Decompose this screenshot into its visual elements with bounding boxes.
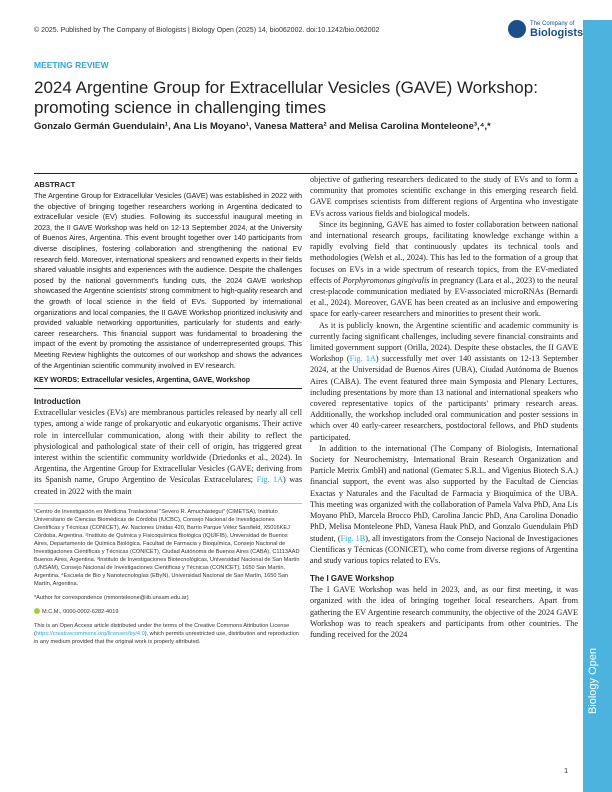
right-column xyxy=(310,174,578,640)
fig-1a-link[interactable]: Fig. 1A xyxy=(256,475,284,485)
p2-text-a: Since its beginning, GAVE has aimed to foster collaboration between national and international research groups, facilitating knowledge exchange within a rapidly evolving field that continuously updates its technical tools and methodologies (Welsh et al., 2024). This has led to the formation of a group that focuses on EVs in a wide spectrum of research topics, from the EV-mediated effects of xyxy=(310,219,578,285)
journal-name: Biology Open xyxy=(587,647,599,714)
logo-line1: The Company of xyxy=(530,21,575,27)
p2-species: Porphyromonas gingivalis xyxy=(342,275,430,285)
author-list: Gonzalo Germán Guendulain¹, Ana Lis Moyano¹, Vanesa Mattera² and Melisa Carolina Monteleone³,⁴,* xyxy=(34,121,491,132)
intro-text: Extracellular vesicles (EVs) are membranous particles released by nearly all cell types, among a wide range of prokaryotic and eukaryotic organisms. Their active role in intercellular communication, along with their ability to reflect the physiological and pathological state of their cell of origin, has triggered great interest within the scientific community worldwide (Driedonks et al., 2024). In Argentina, the Argentine Group for Extracellular Vesicles (GAVE; deriving from its Spanish name, Grupo Argentino de Vesículas Extracelulares; xyxy=(34,408,302,485)
abstract-divider xyxy=(34,388,302,389)
license-text xyxy=(34,622,302,646)
footnote-divider xyxy=(34,503,302,504)
logo-line2: Biologists xyxy=(530,27,584,39)
logo-icon xyxy=(508,20,526,38)
keywords: KEY WORDS: Extracellular vesicles, Argentina, GAVE, Workshop xyxy=(34,377,251,385)
license-a: This is an Open Access article distributed under the terms of the Creative Commons Attribution License ( xyxy=(34,622,290,637)
section-label: MEETING REVIEW xyxy=(34,60,109,70)
body-paragraph-3 xyxy=(310,320,578,443)
license-b: ), which permits unrestricted use, distribution and reproduction in any medium provided that the original work is properly attributed. xyxy=(34,630,299,645)
intro-heading: Introduction xyxy=(34,397,81,407)
body-paragraph-5: The I GAVE Workshop was held in 2023, and, as our first meeting, it was organized with the idea of bringing together local researchers. Apart from gathering the EV Argentine research community, the objective of the 2024 GAVE Workshop was to reach speakers and participants from other countries. The funding received for the 2024 xyxy=(310,585,578,639)
p4-text-b: ), all investigators from the Consejo Nacional de Investigaciones Científicas y Técnicas (CONICET), who come from diverse regions of Argentina and study various topics related to EVs. xyxy=(310,533,578,565)
body-paragraph-2 xyxy=(310,219,578,320)
p3-text-a: As it is publicly known, the Argentine scientific and academic community is currently facing significant challenges, including severe financial constraints and limited government support (Orilla, 2024). Despite these obstacles, the II GAVE Workshop ( xyxy=(310,320,578,364)
orcid-icon xyxy=(34,608,40,614)
abstract-heading: ABSTRACT xyxy=(34,180,76,189)
citation-line: © 2025. Published by The Company of Biologists | Biology Open (2025) 14, bio062002. doi:10.1242/bio.062002 xyxy=(34,27,380,34)
orcid-text: M.C.M., 0000-0002-6282-4019 xyxy=(42,608,119,615)
orcid-line[interactable] xyxy=(34,608,302,616)
section-heading-i-gave: The I GAVE Workshop xyxy=(310,574,395,584)
license-link[interactable]: https://creativecommons.org/licenses/by/4.0 xyxy=(35,630,145,637)
publisher-logo[interactable] xyxy=(508,18,584,44)
p2-text-b: in pregnancy (Lara et al., 2023) to the neural crest-placode communication mediated by EV-associated microRNAs (Bernardi et al., 2024). Moreover, GAVE has been created as an inclusive and empowering space for early-career researchers and minorities to present their work. xyxy=(310,275,578,319)
correspondence[interactable]: *Author for correspondence (mmonteleone@iib.unsam.edu.ar) xyxy=(34,594,189,601)
abstract-text: The Argentine Group for Extracellular Vesicles (GAVE) was established in 2022 with the objective of bringing together researchers working in Argentina dedicated to extracellular vesicle (EV) studies. Following its successful inaugural meeting in 2023, the II GAVE Workshop was held on 12-13 September 2024, at the University of Buenos Aires, Argentina. This event brought together over 140 participants from diverse disciplines, fostering collaboration and strengthening the national EV research field. Moreover, international speakers and renowned experts in their fields shared valuable insights and experiences with the audience. Despite the challenges posed by the national government's funding cuts, the 2024 GAVE workshop showcased the Argentine scientists' strong commitment to high-quality research and the growth of local science in the field of EVs. Supported by international organizations and local companies, the II GAVE Workshop prioritized inclusivity and provided valuable networking opportunities, particularly for students and early-career researchers. This financial support was fundamental to broadening the impact of the event by promoting the assistance of underrepresented groups. This Meeting Review highlights the outcomes of our workshop and shows the advances of the Argentinian scientific community involved in EV research. xyxy=(34,191,302,370)
body-paragraph-1: objective of gathering researchers dedicated to the study of EVs and to form a community that promotes scientific exchange in this emerging research field. GAVE comprises scientists from different regions of Argentina who investigate EVs across various fields and biological models. xyxy=(310,175,578,218)
fig-1a-link-2[interactable]: Fig. 1A xyxy=(349,354,376,364)
intro-text-end: ) was created in 2022 with the main xyxy=(34,475,303,496)
page-number: 1 xyxy=(564,766,569,775)
intro-paragraph xyxy=(34,407,302,497)
affiliations: ¹Centro de Investigación en Medicina Traslacional "Severo R. Amuchástegui" (CIMETSA), Instituto Universitario de Ciencias Biomédicas de Córdoba (IUCBC), Consejo Nacional de Investigaciones Científicas y Técnicas (CONICET), Av. Naciones Unidas 420, Barrio Parque Vélez Sarsfield, X5016KEJ Córdoba, Argentina. ²Instituto de Química y Fisicoquímica Biológica (IQUIFIB), Universidad de Buenos Aires, Departamento de Química Biológica, Facultad de Farmacia y Bioquímica, Consejo Nacional de Investigaciones Científicas y Técnicas (CONICET), Ciudad Autónoma de Buenos Aires (CABA), C1113AAD Buenos Aires, Argentina. ³Instituto de Investigaciones Biotecnológicas, Universidad Nacional de San Martín (UNSAM), Consejo Nacional de Investigaciones Científicas y Técnicas (CONICET), 1650 San Martín, Argentina. ⁴Escuela de Bio y Nanotecnologías (EByN), Universidad Nacional de San Martín, 1650 San Martín, Argentina. xyxy=(34,508,300,587)
p3-text-b: ) successfully met over 140 assistants on 12-13 September 2024, at the Universidad de Buenos Aires (UBA), Ciudad Autónoma de Buenos Aires (CABA). The event featured three main Symposia and Plenary Lectures, including presentations by more than 13 national and international speakers who covered representative topics of the participants' primary research areas. Additionally, the workshop included oral communication and poster sessions in which over 40 early-career researchers, postdoctoral fellows, and PhD students participated. xyxy=(310,354,578,442)
p4-text-a: In addition to the international (The Company of Biologists, International Society for Neurochemistry, International Brain Research Organization and Particle Metrix GmbH) and national (Gematec S.R.L. and Vigenius Biotech S.A.) financial support, the event was also supported by the Facultad de Ciencias Exactas y Naturales and the Facultad de Farmacia y Bioquímica of the UBA. This meeting was organized with the collaboration of Pamela Valva PhD, Ana Lis Moyano PhD, Marcela Brocco PhD, Carolina Jancic PhD, Ana Carolina Donadio PhD, Melisa Monteleone PhD, Vanesa Hauk PhD, and Gonzalo Guendulain PhD student, ( xyxy=(310,443,578,543)
left-column xyxy=(34,180,302,646)
journal-sidebar xyxy=(583,20,612,792)
article-title: 2024 Argentine Group for Extracellular Vesicles (GAVE) Workshop: promoting science in challenging times xyxy=(34,78,538,117)
body-paragraph-4 xyxy=(310,443,578,566)
fig-1b-link[interactable]: Fig. 1B xyxy=(340,533,366,543)
